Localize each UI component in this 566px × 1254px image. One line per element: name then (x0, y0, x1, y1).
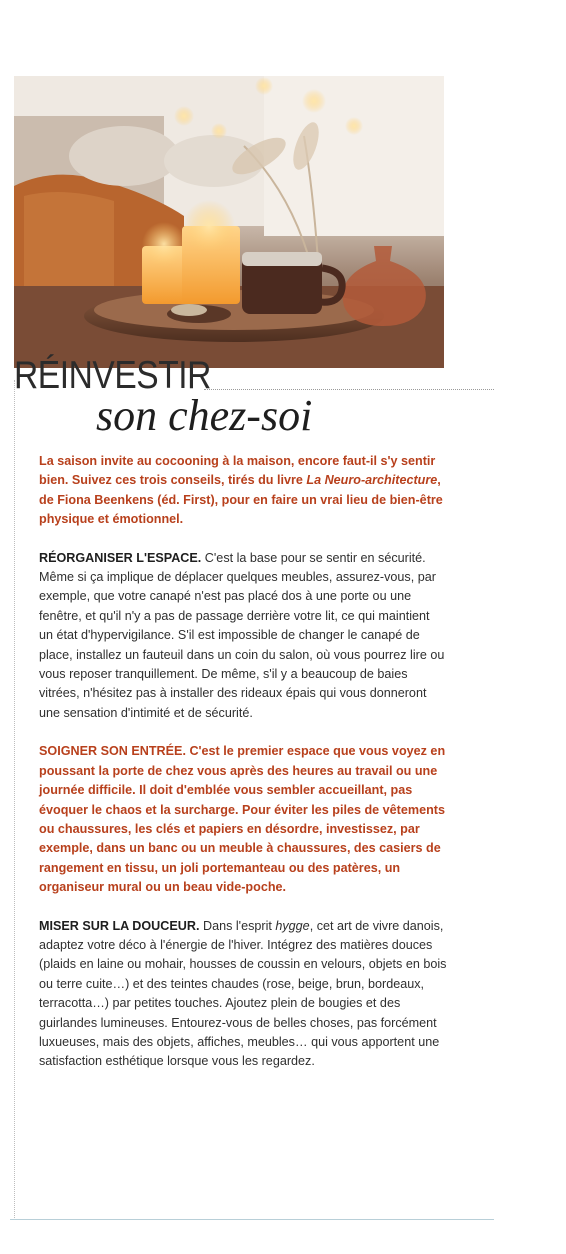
section-heading: SOIGNER SON ENTRÉE. (39, 744, 186, 759)
hygge-term: hygge (275, 918, 310, 933)
section-text: , cet art de vivre danois, adaptez votre déco à l'énergie de l'hiver. Intégrez des matières douces (plaids en laine ou mohair, housses de coussin en velours, objets en bois ou terre cuite…) et des teintes chaudes (rose, beige, brun, bordeaux, terracotta…) par petites touches. Ajoutez plein de bougies et des guirlandes lumineuses. Entourez-vous de belles choses, pas forcément luxueuses, mais des objets, affiches, meubles… qui vous apportent une satisfaction esthétique lorsque vous les regardez. (39, 918, 447, 1069)
title-kicker: RÉINVESTIR (14, 354, 211, 397)
section-douceur (39, 917, 447, 1072)
book-title: La Neuro-architecture (306, 473, 438, 488)
intro-text-part1: La saison invite au cocooning à la maison, encore faut-il s'y sentir bien. Suivez ces trois conseils, tirés du livre (39, 454, 436, 488)
cocooning-photo (14, 76, 444, 368)
section-text: Dans l'esprit (199, 918, 276, 933)
section-text: C'est la base pour se sentir en sécurité. Même si ça implique de déplacer quelques meubles, assurez-vous, par exemple, que votre canapé n'est pas placé dos à une porte ou une fenêtre, et qu'il n'y a pas de passage derrière votre lit, ce qui maintient un état d'hypervigilance. S'il est impossible de changer le canapé de place, installez un fauteuil dans un coin du salon, où vous pourrez lire ou vous reposer tranquillement. De même, s'il y a beaucoup de baies vitrées, n'hésitez pas à installer des rideaux épais qui vous donneront une sensation d'intimité et de sécurité. (39, 550, 445, 720)
section-heading: RÉORGANISER L'ESPACE. (39, 550, 202, 565)
intro-paragraph (39, 452, 447, 530)
section-text: C'est le premier espace que vous voyez en poussant la porte de chez vous après des heures au travail ou une journée difficile. Il doit d'emblée vous sembler accueillant, pas évoquer le chaos et la surcharge. Pour éviter les piles de vêtements ou chaussures, les clés et papiers en désordre, investissez, par exemple, dans un banc ou un meuble à chaussures, des casiers de rangement en tissu, un joli portemanteau ou des patères, un organiseur mural ou un beau vide-poche. (39, 744, 446, 895)
title-dotted-rule (204, 389, 494, 390)
section-reorganiser (39, 549, 447, 724)
article-body (39, 452, 447, 1091)
intro-text-part2: , de Fiona Beenkens (éd. First), pour en faire un vrai lieu de bien-être physique et émotionnel. (39, 473, 443, 527)
photo-illustration (14, 76, 444, 368)
bottom-rule (10, 1219, 494, 1220)
section-entree (39, 742, 447, 897)
frame-left-dotted-rule (14, 380, 16, 1220)
section-heading: MISER SUR LA DOUCEUR. (39, 918, 200, 933)
page-title: son chez-soi (96, 391, 313, 440)
